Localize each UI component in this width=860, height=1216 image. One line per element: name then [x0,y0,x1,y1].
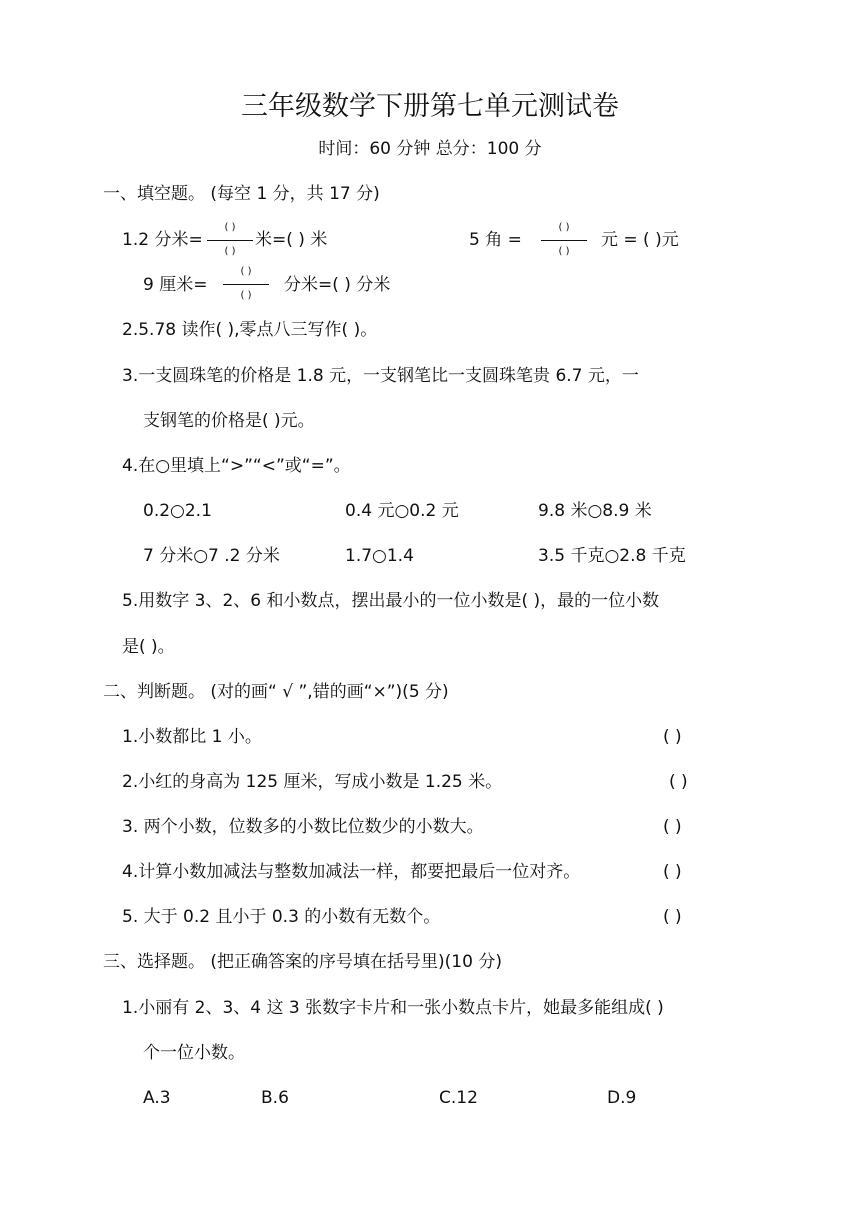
answer-blank: ( ) [669,772,688,792]
judge-item: 2.小红的身高为 125 厘米，写成小数是 1.25 米。 [122,772,503,792]
section-3-heading: 三、选择题。 (把正确答案的序号填在括号里)(10 分) [103,952,502,972]
option-a: A.3 [143,1088,171,1108]
compare-item: 0.4 元○0.2 元 [345,501,459,521]
fraction-bar [207,240,253,241]
question-3-line1: 3.一支圆珠笔的价格是 1.8 元，一支钢笔比一支圆珠笔贵 6.7 元，一 [122,366,639,386]
question-3-line2: 支钢笔的价格是( )元。 [143,411,315,431]
question-2: 2.5.78 读作( ),零点八三写作( )。 [122,320,378,340]
fraction-numerator: ( ) [224,222,236,233]
choice-question-1-line1: 1.小丽有 2、3、4 这 3 张数字卡片和一张小数点卡片，她最多能组成( ) [122,998,664,1018]
question-5-line2: 是( )。 [122,637,175,657]
exam-info: 时间：60 分钟 总分：100 分 [318,139,542,159]
judge-item: 5. 大于 0.2 且小于 0.3 的小数有无数个。 [122,907,441,927]
q1a-mid: 米=( ) 米 [255,230,328,250]
q1c-right: 分米=( ) 分米 [284,275,391,295]
compare-item: 0.2○2.1 [143,501,212,521]
q1b-left: 5 角 = [469,230,522,250]
answer-blank: ( ) [663,907,682,927]
compare-item: 1.7○1.4 [345,546,414,566]
q1c-left: 9 厘米= [143,275,208,295]
option-b: B.6 [261,1088,289,1108]
fraction-denominator: ( ) [224,246,236,257]
compare-item: 3.5 千克○2.8 千克 [538,546,686,566]
fraction-numerator: ( ) [558,222,570,233]
answer-blank: ( ) [663,817,682,837]
fraction-bar [541,240,587,241]
option-d: D.9 [607,1088,637,1108]
judge-item: 4.计算小数加减法与整数加减法一样，都要把最后一位对齐。 [122,862,581,882]
fraction-denominator: ( ) [558,246,570,257]
answer-blank: ( ) [663,862,682,882]
fraction-bar [223,284,269,285]
fraction-numerator: ( ) [240,266,252,277]
question-5-line1: 5.用数字 3、2、6 和小数点，摆出最小的一位小数是( )，最的一位小数 [122,591,660,611]
section-2-heading: 二、判断题。 (对的画“ √ ”,错的画“×”)(5 分) [103,682,449,702]
choice-question-1-line2: 个一位小数。 [143,1043,245,1063]
q1c-fraction [223,266,269,306]
question-4: 4.在○里填上“>”“<”或“=”。 [122,456,351,476]
fraction-denominator: ( ) [240,290,252,301]
q1a-left: 1.2 分米= [122,230,203,250]
section-1-heading: 一、填空题。 (每空 1 分，共 17 分) [103,184,380,204]
compare-item: 9.8 米○8.9 米 [538,501,652,521]
q1b-fraction [541,222,587,262]
judge-item: 3. 两个小数，位数多的小数比位数少的小数大。 [122,817,484,837]
judge-item: 1.小数都比 1 小。 [122,727,262,747]
answer-blank: ( ) [663,727,682,747]
q1b-right: 元 = ( )元 [601,230,679,250]
page-title: 三年级数学下册第七单元测试卷 [241,91,619,122]
compare-item: 7 分米○7 .2 分米 [143,546,280,566]
q1a-fraction [207,222,253,262]
option-c: C.12 [439,1088,478,1108]
